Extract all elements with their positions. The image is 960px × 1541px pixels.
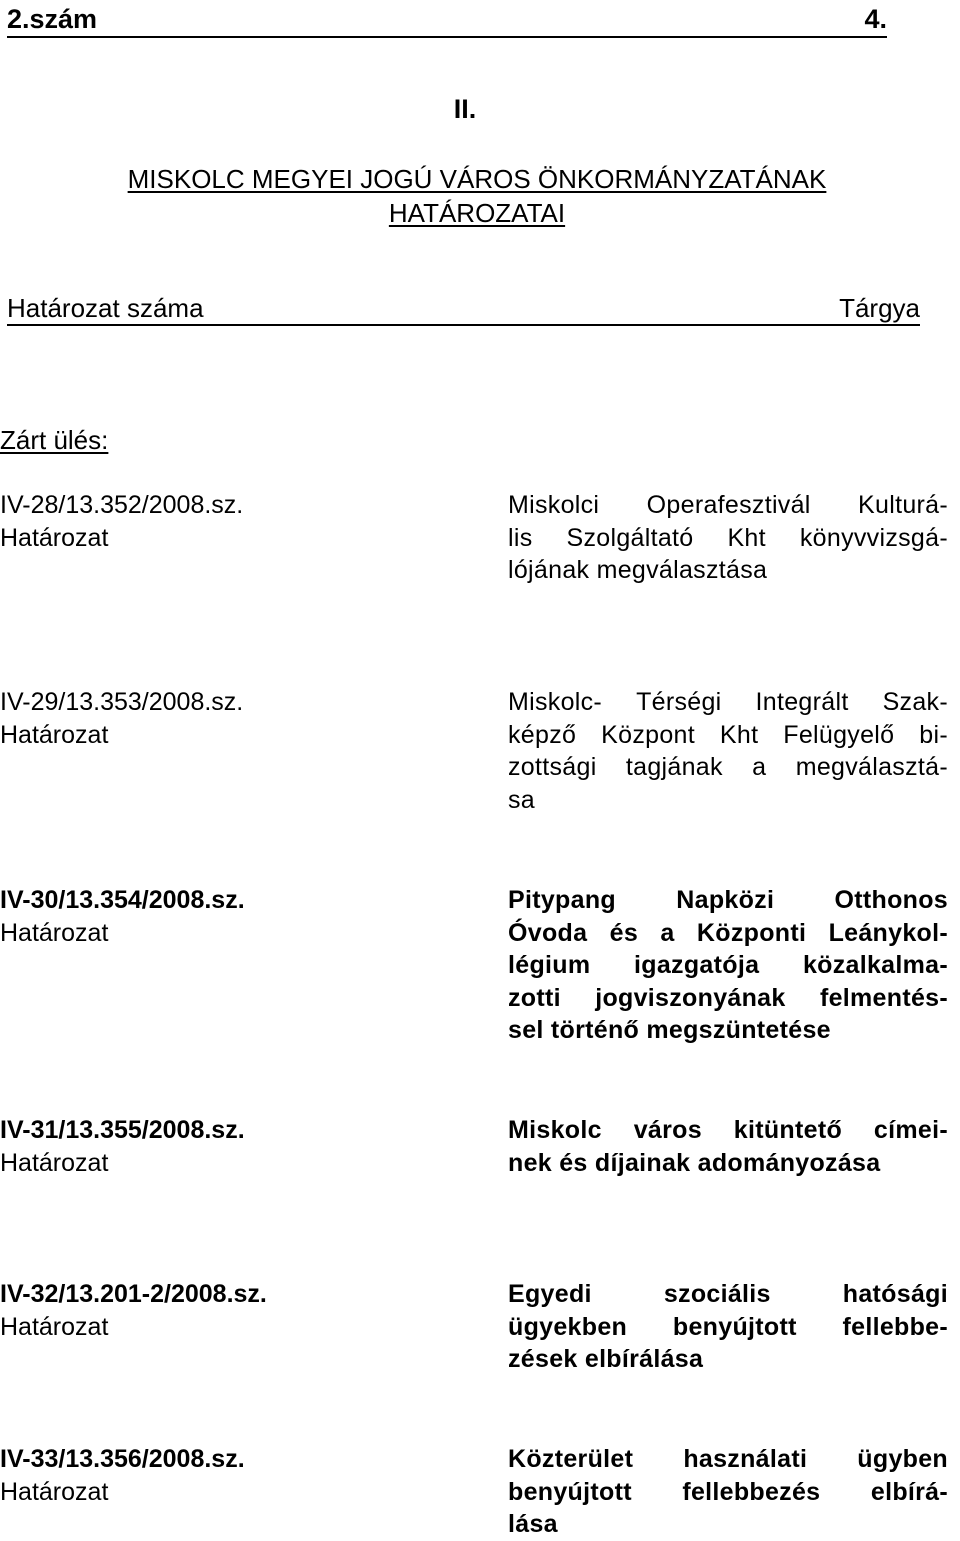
resolution-subject: [508, 1278, 948, 1376]
resolution-reference: [0, 1443, 400, 1508]
subject-line: lójának megválasztása: [508, 556, 768, 584]
section-number: II.: [453, 94, 477, 124]
resolution-number: IV-29/13.353/2008.sz.: [0, 688, 244, 716]
resolution-subject: [508, 1114, 948, 1179]
section-title-line-1: MISKOLC MEGYEI JOGÚ VÁROS ÖNKORMÁNYZATÁNAK: [127, 164, 827, 194]
resolution-subject: [508, 1443, 948, 1541]
column-header-subject: Tárgya: [839, 293, 920, 323]
subject-line: képző Központ Kht Felügyelő bi-: [508, 720, 948, 749]
resolution-type: Határozat: [0, 720, 109, 749]
subject-line: Miskolci Operafesztivál Kulturá-: [508, 491, 948, 519]
subject-line: nek és díjainak adományozása: [508, 1148, 881, 1177]
resolution-reference: [0, 1278, 400, 1343]
subject-line: Közterület használati ügyben: [508, 1445, 948, 1473]
resolution-type: Határozat: [0, 1312, 109, 1341]
resolution-type: Határozat: [0, 1148, 109, 1177]
subject-line: sel történő megszüntetése: [508, 1016, 831, 1044]
subject-line: lása: [508, 1510, 558, 1538]
issue-number: 2.szám: [7, 4, 98, 34]
subject-line: sa: [508, 785, 536, 814]
resolution-number: IV-32/13.201-2/2008.sz.: [0, 1280, 267, 1308]
resolution-reference: [0, 489, 400, 554]
subject-line: Pitypang Napközi Otthonos: [508, 886, 948, 914]
resolution-number: IV-30/13.354/2008.sz.: [0, 886, 245, 914]
subject-line: zottsági tagjának a megválasztá-: [508, 753, 948, 781]
resolution-number: IV-31/13.355/2008.sz.: [0, 1116, 245, 1144]
subject-line: zések elbírálása: [508, 1345, 704, 1373]
resolution-type: Határozat: [0, 918, 109, 947]
subject-line: légium igazgatója közalkalma-: [508, 951, 948, 979]
resolution-type: Határozat: [0, 1477, 109, 1506]
subject-line: zotti jogviszonyának felmentés-: [508, 983, 948, 1012]
section-title: [77, 162, 877, 230]
subject-line: Miskolc város kitüntető címei-: [508, 1116, 948, 1144]
section-title-line-2: HATÁROZATAI: [388, 198, 566, 228]
page-number: 4.: [864, 4, 887, 34]
column-header-number: Határozat száma: [7, 293, 204, 323]
subject-line: benyújtott fellebbezés elbírá-: [508, 1477, 948, 1506]
subject-line: ügyekben benyújtott fellebbe-: [508, 1312, 948, 1341]
resolution-type: Határozat: [0, 523, 109, 552]
subject-line: Óvoda és a Központi Leánykol-: [508, 918, 948, 947]
resolution-number: IV-28/13.352/2008.sz.: [0, 491, 244, 519]
resolution-reference: [0, 1114, 400, 1179]
subject-line: Miskolc- Térségi Integrált Szak-: [508, 688, 948, 716]
table-header: [7, 292, 920, 326]
session-label: Zárt ülés:: [0, 425, 109, 455]
resolution-reference: [0, 884, 400, 949]
resolution-number: IV-33/13.356/2008.sz.: [0, 1445, 245, 1473]
subject-line: lis Szolgáltató Kht könyvvizsgá-: [508, 523, 948, 552]
resolution-subject: [508, 686, 948, 816]
resolution-subject: [508, 884, 948, 1047]
resolution-reference: [0, 686, 400, 751]
resolution-subject: [508, 489, 948, 587]
subject-line: Egyedi szociális hatósági: [508, 1280, 948, 1308]
page-header: [7, 2, 887, 38]
